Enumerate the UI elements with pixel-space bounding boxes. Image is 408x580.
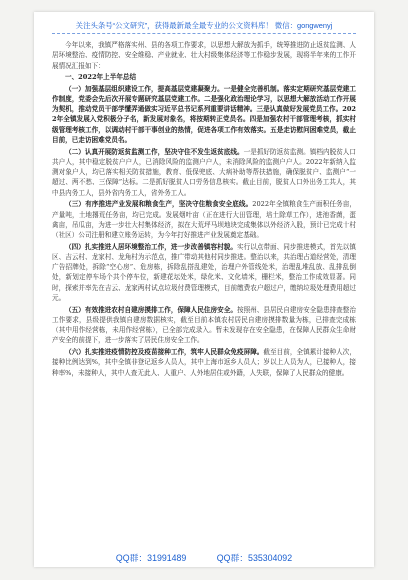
item-paragraph-5	[52, 305, 356, 346]
item-heading: （一）加强基层组织建设工作，提高基层党建凝聚力。	[65, 84, 224, 93]
item-paragraph-2	[52, 147, 356, 198]
document-page	[34, 12, 374, 567]
item-paragraph-4	[52, 242, 356, 304]
page-footer	[34, 551, 374, 564]
item-heading: （五）有效推进农村自建房摸排工作，保障人民住房安全。	[65, 305, 237, 314]
section-title: 一、2022年上半年总结	[65, 73, 137, 82]
item-text: 按照州、县居民自建房安全隐患排查整治工作要求，县级提供我镇自建房数据核实，截至目前本镇农村居民自建房摸排数量为栋，已排查完成栋（其中用作经营栋，未用作经营栋），已全部完成录入。暂未发现存在安全隐患，在保障人民群众生命财产安全的前提下，进一步落实了居民住房安全工作。	[52, 305, 357, 345]
item-text: 实行以点带面、同步推进模式，首先以镇区、吉云村、龙家村、龙角村为示范点，推广带动其他村同步推进。整治以来，共治理占道经营处，清理广告招牌处，拆除“空心房”、危房栋，拆除乱搭乱建处，治理户外管线处米，治理乱堆乱放、乱排乱倒处，新划定停车场个共个停车位，新建花坛处米，绿化米、文化墙米，栅栏米，整治工作成效显著。同时，探索并率先在吉云、龙家两村试点垃圾付费管理模式，目前缴费农户超过户，缴纳垃圾处理费用超过元。	[52, 242, 357, 303]
item-heading: （四）扎实推进人居环境整治工作，进一步改善镇容村貌。	[65, 242, 237, 251]
document-body	[52, 40, 356, 379]
item-paragraph-1	[52, 84, 356, 146]
intro-paragraph: 今年以来，我镇严格落实州、县的各项工作要求，以思想大解放为抓手，统筹推进防止返贫监测、人居环境整治、疫情防控、安全维稳、产业就业、壮大村级集体经济等工作稳步发展，现将半年来的工作开展情况汇报如下：	[52, 41, 356, 70]
item-paragraph-6	[52, 347, 356, 378]
item-heading: （六）扎实推进疫情防控及疫苗接种工作，筑牢人民群众免疫屏障。	[65, 347, 264, 356]
item-paragraph-3	[52, 199, 356, 240]
item-heading: （二）认真开展防返贫监测工作，坚决守住不发生返贫底线。	[65, 147, 244, 156]
banner-divider	[52, 33, 356, 34]
item-text: 一是健全完善机制。落实定期研究基层党建工作制度，党委会先后次开展专题研究基层党建工作。二是强化政治理论学习，以思想大解放活动工作开展为契机，推动党员干部学懂弄通做实习近平总书记系列重要讲话精神。三是认真做好发展党员工作。2022年全镇发展入党积极分子名，新发展对象名，将按期转正党员名。四是加强农村干部管理考核，抓实村级管理考核工作，以调动村干部干事创业的热情，促进各项工作有效落实。五是走访慰问困难党员，截止目前，已走访困难党员名。	[52, 84, 357, 145]
qq-group-2: QQ群：535304092	[216, 553, 293, 563]
item-text: 2022年全镇粮食生产面积任务亩，产量吨，土地撂荒任务亩，均已完成。发展烟叶亩（正在进行大田管理，培土除草工作），进池香菌，蛋禽亩，吊瓜亩，为进一步壮大村集体经济，拟在大荒坪马坝地块完成集体以外经济入股，预计已完成十村（社区）公司注册和建立账务运转，为今年打好推进产业发展奠定基础。	[52, 200, 357, 240]
item-heading: （三）有序推进产业发展和粮食生产，坚决守住粮食安全底线。	[65, 200, 253, 209]
promo-banner: 关注头条号“公文研究”，获得最新最全最专业的公文资料库！ 微信：gongwenyj	[75, 21, 333, 30]
item-text: 一是抓好防返贫监测。镇档内脱贫人口共户人，其中稳定脱贫户户人，已消除风险的监测户户人，未消除风险的监测户户人。2022年新纳入监测对象户人，均已落实相关防贫措施，教育、低保兜底、大病补助等帮扶措施，确保脱贫户、监测户“一超过、两不愁、三保障”达标。二是抓好脱贫人口劳务信息核实。截止目前，脱贫人口外出务工共人，其中县内务工人，县外省内务工人，省外务工人。	[52, 147, 357, 197]
qq-group-1: QQ群：31991489	[115, 553, 187, 563]
item-text: 截至目前，全镇累计接种人次，接种比例达到%，其中全镇非登记返乡人员人，其中上海市返乡人员人；岁以上人员为人，已接种人，接种率%，未接种人，其中人查无此人、人重户、人外地居住或外籍，人失联，保障了人民群众的健康。	[52, 347, 356, 377]
